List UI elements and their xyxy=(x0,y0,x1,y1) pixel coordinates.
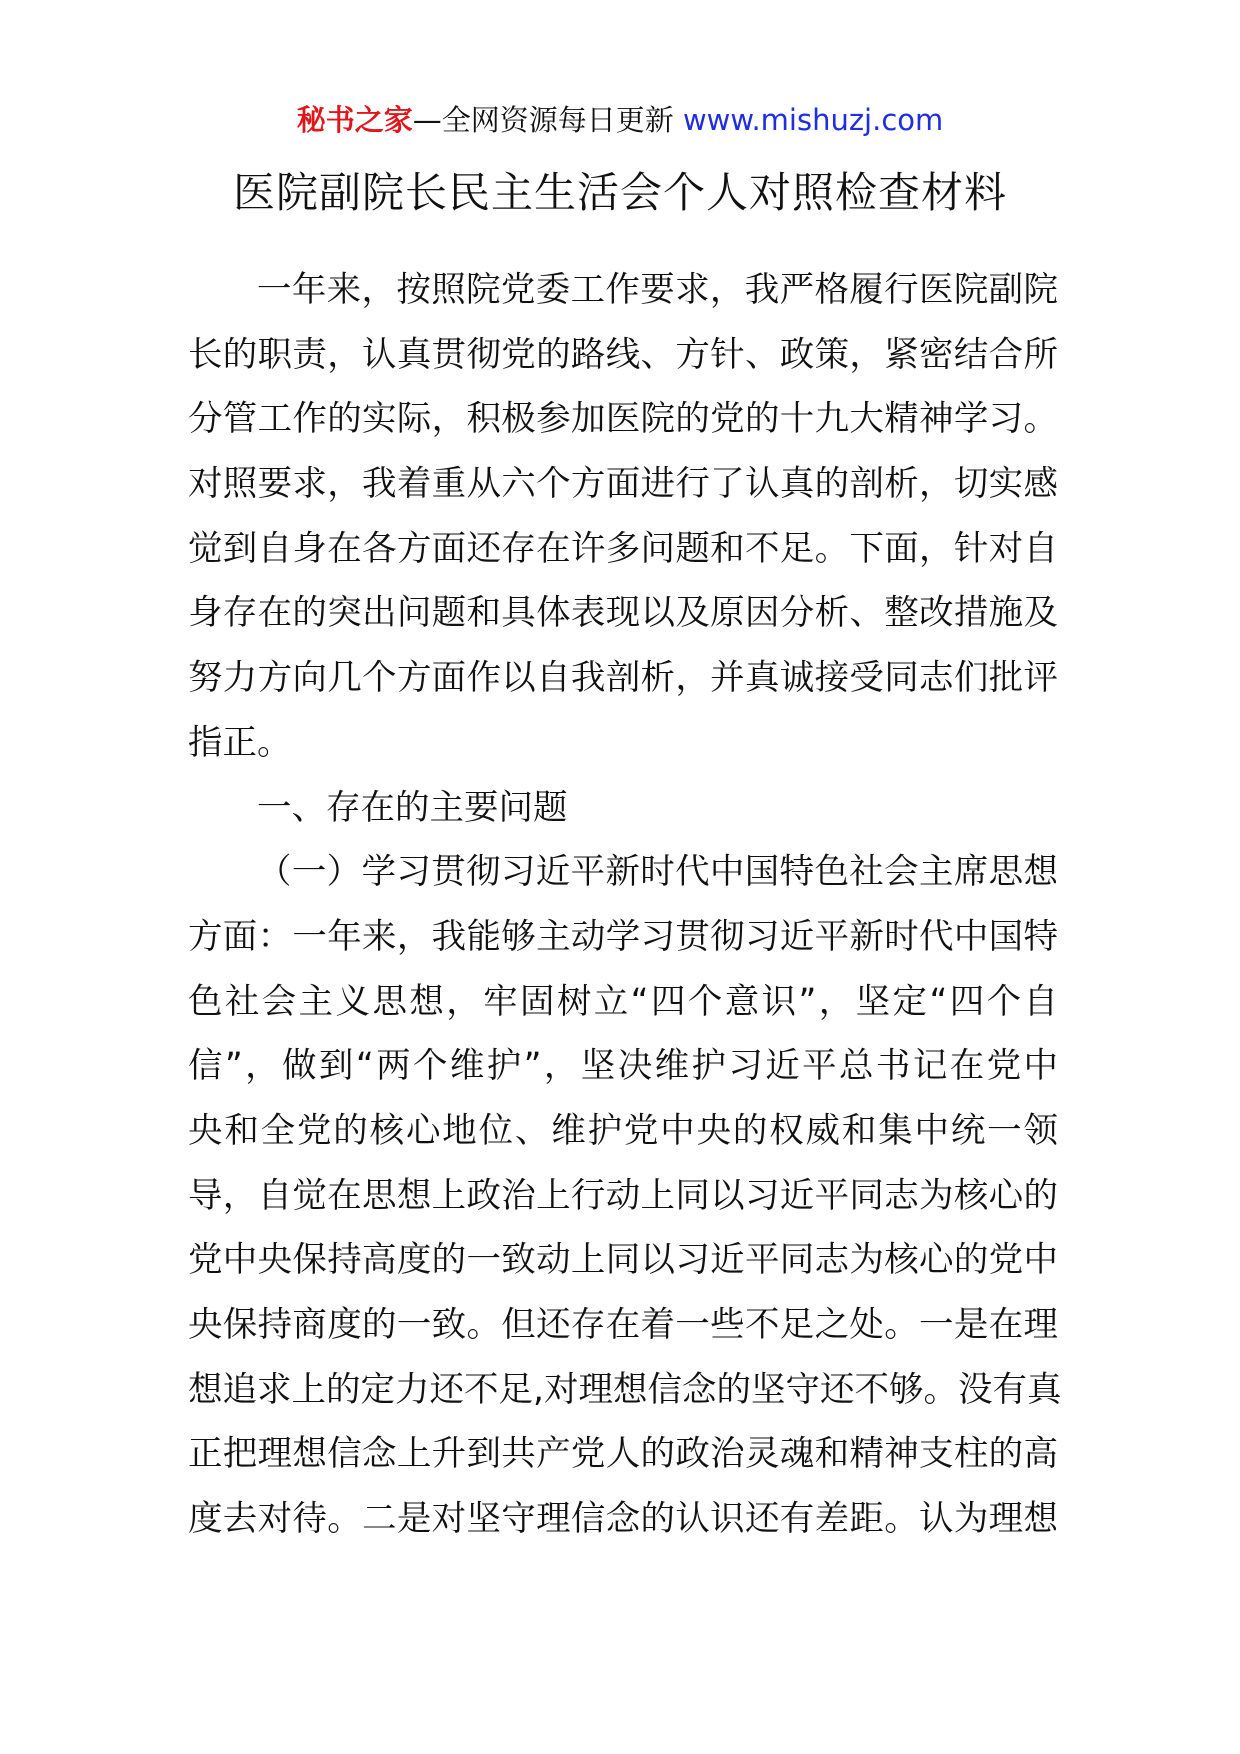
site-header xyxy=(0,100,1240,140)
paragraph-line: 信”，做到“两个维护”，坚决维护习近平总书记在党中 xyxy=(188,1046,1058,1087)
site-url-link[interactable]: www.mishuzj.com xyxy=(682,103,944,137)
section-heading: 一、存在的主要问题 xyxy=(257,787,568,828)
brand-name: 秘书之家 xyxy=(296,103,413,137)
paragraph-line: 党中央保持高度的一致动上同以习近平同志为核心的党中 xyxy=(188,1240,1058,1281)
paragraph-line: 指正。 xyxy=(188,722,292,763)
document-title: 医院副院长民主生活会个人对照检查材料 xyxy=(232,168,1007,217)
document-body xyxy=(188,258,1062,1552)
paragraph-line: 对照要求，我着重从六个方面进行了认真的剖析，切实感 xyxy=(188,464,1058,505)
paragraph-line: 度去对待。二是对坚守理信念的认识还有差距。认为理想 xyxy=(188,1499,1058,1540)
paragraph-line: 正把理想信念上升到共产党人的政治灵魂和精神支柱的高 xyxy=(188,1434,1058,1475)
paragraph-line: 努力方向几个方面作以自我剖析，并真诚接受同志们批评 xyxy=(188,658,1058,699)
paragraph-line: 想追求上的定力还不足,对理想信念的坚守还不够。没有真 xyxy=(188,1369,1062,1410)
header-tagline: —全网资源每日更新 xyxy=(412,103,683,137)
paragraph-line: 长的职责，认真贯彻党的路线、方针、政策，紧密结合所 xyxy=(188,334,1058,375)
paragraph-line: 觉到自身在各方面还存在许多问题和不足。下面，针对自 xyxy=(188,528,1058,569)
paragraph-line: 一年来，按照院党委工作要求，我严格履行医院副院 xyxy=(257,270,1058,310)
paragraph-line: 央和全党的核心地位、维护党中央的权威和集中统一领 xyxy=(188,1110,1058,1151)
paragraph-line: 身存在的突出问题和具体表现以及原因分析、整改措施及 xyxy=(188,593,1058,634)
paragraph-line: 分管工作的实际，积极参加医院的党的十九大精神学习。 xyxy=(188,399,1058,440)
paragraph-line: 色社会主义思想，牢固树立“四个意识”，坚定“四个自 xyxy=(188,981,1058,1022)
paragraph-line: 央保持商度的一致。但还存在着一些不足之处。一是在理 xyxy=(188,1305,1058,1345)
paragraph-line: 方面：一年来，我能够主动学习贯彻习近平新时代中国特 xyxy=(188,916,1058,957)
paragraph-line: （一）学习贯彻习近平新时代中国特色社会主席思想 xyxy=(257,852,1058,893)
paragraph-line: 导，自觉在思想上政治上行动上同以习近平同志为核心的 xyxy=(188,1175,1058,1216)
